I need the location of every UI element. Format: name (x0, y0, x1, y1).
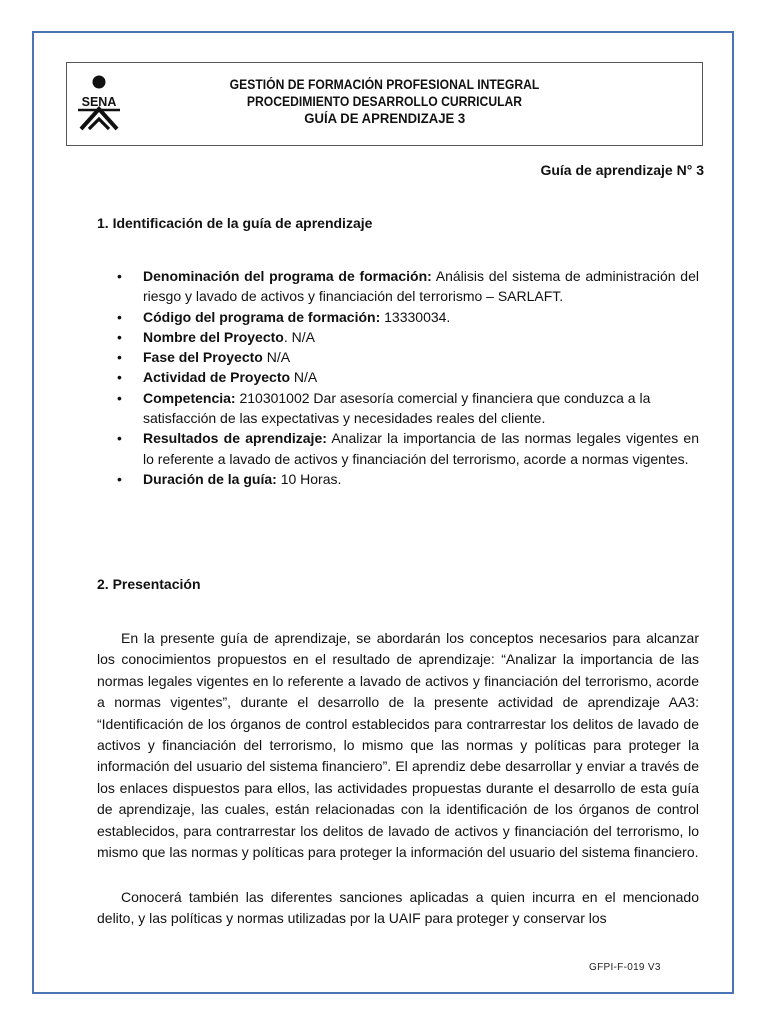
list-item (97, 347, 699, 367)
list-item (97, 428, 699, 469)
guide-number: Guía de aprendizaje N° 3 (540, 162, 704, 178)
item-value: 10 Horas. (276, 470, 342, 487)
header-line-1: GESTIÓN DE FORMACIÓN PROFESIONAL INTEGRAL (229, 77, 540, 92)
section-2-heading: 2. Presentación (97, 576, 201, 592)
item-value: 210301002 Dar asesoría comercial y financiera que conduzca a la satisfacción de las expectativas y necesidades reales del cliente. (143, 389, 651, 427)
list-item (97, 388, 699, 429)
logo-text: SENA (81, 95, 117, 109)
document-header (66, 62, 703, 146)
header-line-3: GUÍA DE APRENDIZAJE 3 (304, 111, 465, 126)
form-code: GFPI-F-019 V3 (589, 962, 661, 973)
item-value: N/A (262, 349, 291, 366)
list-item (97, 367, 699, 387)
identification-list (97, 266, 699, 489)
item-label: Actividad de Proyecto (143, 369, 291, 386)
list-item (97, 469, 699, 489)
presentation-paragraph-1: En la presente guía de aprendizaje, se abordarán los conceptos necesarios para alcanzar los conocimientos propuestos en el resultado de aprendizaje: “Analizar la importancia de las normas legales vigentes en lo referente a lavado de activos y financiación del terrorismo, acorde a normas vigentes”, durante el desarrollo de la presente actividad de aprendizaje AA3: “Identificación de los órganos de control establecidos para contrarrestar los delitos de lavado de activos y financiación del terrorismo, lo mismo que las normas y políticas para proteger la información del usuario del sistema financiero”. El aprendiz debe desarrollar y enviar a través de los enlaces dispuestos para ellos, las actividades propuestas durante el desarrollo de esta guía de aprendizaje, las cuales, están relacionadas con la identificación de los órganos de control establecidos, para contrarrestar los delitos de lavado de activos y financiación del terrorismo, lo mismo que las normas y políticas para proteger la información del usuario del sistema financiero. (97, 630, 699, 861)
list-item (97, 266, 699, 307)
item-label: Código del programa de formación: (143, 308, 381, 325)
item-label: Duración de la guía: (143, 470, 277, 487)
item-label: Competencia: (143, 389, 236, 406)
item-value: Analizar la importancia de las normas legales vigentes en lo referente a lavado de activos y financiación del terrorismo, acorde a normas vigentes. (143, 430, 699, 467)
list-item (97, 327, 699, 347)
presentation-paragraph-2: Conocerá también las diferentes sanciones aplicadas a quien incurra en el mencionado delito, y las políticas y normas utilizadas por la UAIF para proteger y conservar los (97, 889, 699, 927)
section-1-heading: 1. Identificación de la guía de aprendizaje (97, 215, 373, 231)
item-label: Denominación del programa de formación: (143, 268, 432, 284)
item-value: . N/A (283, 328, 315, 345)
header-line-2: PROCEDIMIENTO DESARROLLO CURRICULAR (246, 94, 523, 109)
item-value: Análisis del sistema de administración del riesgo y lavado de activos y financiación del terrorismo – SARLAFT. (143, 268, 699, 305)
item-label: Nombre del Proyecto (143, 328, 284, 345)
list-item (97, 307, 699, 327)
item-value: 13330034. (380, 308, 451, 325)
item-label: Resultados de aprendizaje: (143, 430, 327, 447)
item-label: Fase del Proyecto (143, 349, 263, 366)
item-value: N/A (290, 369, 318, 386)
